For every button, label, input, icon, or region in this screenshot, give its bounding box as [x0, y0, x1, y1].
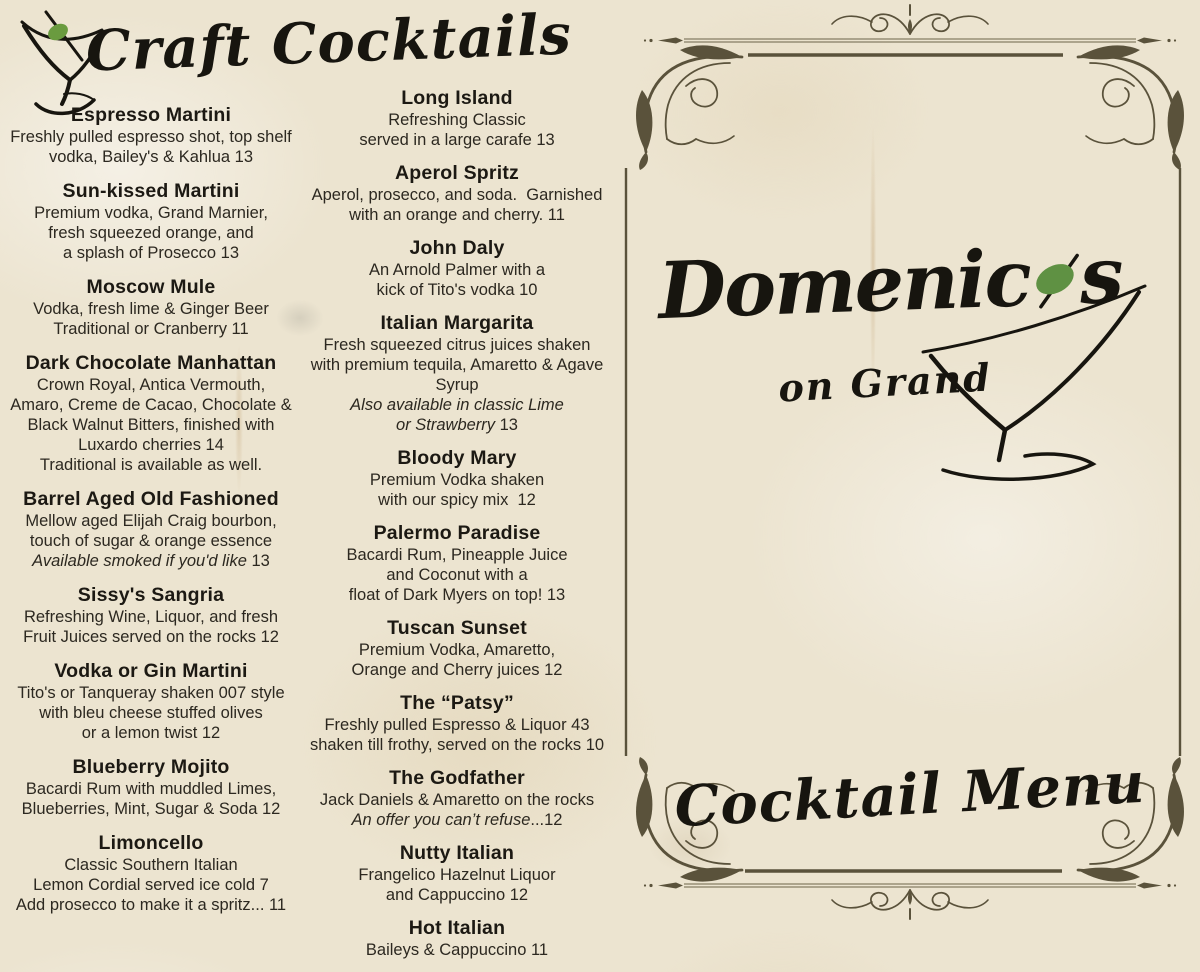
item-description-line: Refreshing Wine, Liquor, and fresh [23, 608, 279, 626]
menu-item [2, 180, 300, 263]
item-description-line: Vodka, fresh lime & Ginger Beer [33, 300, 269, 318]
item-name: Moscow Mule [86, 276, 216, 298]
item-description-line: Black Walnut Bitters, finished with [27, 416, 275, 434]
item-name: Tuscan Sunset [387, 617, 527, 639]
item-name: Sun-kissed Martini [62, 180, 240, 202]
item-description-line: float of Dark Myers on top! 13 [348, 586, 566, 604]
item-name: Limoncello [98, 832, 204, 854]
item-description-line: Blueberries, Mint, Sugar & Soda 12 [21, 800, 281, 818]
menu-item [298, 767, 616, 830]
item-description-line: Refreshing Classic [388, 111, 526, 129]
item-description-line: with premium tequila, Amaretto & Agave [310, 356, 604, 374]
item-name: Palermo Paradise [373, 522, 541, 544]
item-description-line: Freshly pulled espresso shot, top shelf [10, 128, 292, 146]
item-description-line: with bleu cheese stuffed olives [39, 704, 263, 722]
item-description-line: with our spicy mix 12 [378, 491, 536, 509]
cocktail-menu-title: Cocktail Menu [673, 749, 1147, 841]
menu-item [2, 756, 300, 819]
item-description-line: Aperol, prosecco, and soda. Garnished [311, 186, 603, 204]
menu-item [2, 584, 300, 647]
menu-item [298, 917, 616, 960]
item-description-line: Amaro, Creme de Cacao, Chocolate & [10, 396, 292, 414]
item-description-line: An Arnold Palmer with a [368, 261, 546, 279]
item-name: The “Patsy” [400, 692, 514, 714]
item-description-line: Bacardi Rum with muddled Limes, [25, 780, 277, 798]
item-description-line: shaken till frothy, served on the rocks 10 [309, 736, 605, 754]
item-description-line: Tito's or Tanqueray shaken 007 style [17, 684, 285, 702]
item-name: Long Island [401, 87, 513, 109]
item-description-line: or Strawberry 13 [396, 416, 518, 434]
item-description-line: or a lemon twist 12 [81, 724, 221, 742]
item-description-line: touch of sugar & orange essence [29, 532, 273, 550]
menu-item [298, 522, 616, 605]
logo-text-suffix: s [1078, 229, 1124, 323]
menu-item [298, 237, 616, 300]
item-description-line: fresh squeezed orange, and [48, 224, 254, 242]
menu-item [298, 447, 616, 510]
item-description-line: Fruit Juices served on the rocks 12 [23, 628, 279, 646]
item-name: Italian Margarita [380, 312, 534, 334]
menu-item [298, 162, 616, 225]
item-description-line: Lemon Cordial served ice cold 7 [33, 876, 269, 894]
item-description-line: kick of Tito's vodka 10 [376, 281, 538, 299]
item-description-line: served in a large carafe 13 [359, 131, 555, 149]
item-description-line: Premium vodka, Grand Marnier, [34, 204, 268, 222]
item-name: Espresso Martini [70, 104, 232, 126]
menu-item [298, 617, 616, 680]
menu-item [2, 832, 300, 915]
item-name: Hot Italian [408, 917, 506, 939]
item-description-line: Premium Vodka shaken [369, 471, 545, 489]
item-description-line: Freshly pulled Espresso & Liquor 43 [324, 716, 590, 734]
item-description-line: Also available in classic Lime [350, 396, 564, 414]
item-name: Nutty Italian [399, 842, 515, 864]
item-description-line: Luxardo cherries 14 [78, 436, 224, 454]
item-description-line: Fresh squeezed citrus juices shaken [323, 336, 591, 354]
menu-item [298, 312, 616, 435]
logo-subtitle: on Grand [777, 354, 993, 411]
item-description-line: and Coconut with a [386, 566, 528, 584]
item-name: The Godfather [389, 767, 525, 789]
item-description-line: vodka, Bailey's & Kahlua 13 [48, 148, 254, 166]
menu-item [298, 87, 616, 150]
item-name: Dark Chocolate Manhattan [25, 352, 277, 374]
item-description-line: Add prosecco to make it a spritz... 11 [15, 896, 287, 914]
menu-item [298, 842, 616, 905]
left-column [2, 104, 300, 928]
item-name: Blueberry Mojito [72, 756, 230, 778]
item-name: Barrel Aged Old Fashioned [23, 488, 279, 510]
item-description-line: Baileys & Cappuccino 11 [365, 941, 549, 959]
item-description-line: Orange and Cherry juices 12 [351, 661, 563, 679]
logo-text-prefix: Domenic [656, 233, 1032, 338]
menu-item [2, 276, 300, 339]
item-description-line: Available smoked if you'd like 13 [32, 552, 270, 570]
item-description-line: Jack Daniels & Amaretto on the rocks [319, 791, 595, 809]
page-title: Craft Cocktails [84, 1, 573, 85]
item-description-line: Premium Vodka, Amaretto, [358, 641, 556, 659]
item-description-line: Syrup [435, 376, 479, 394]
item-description-line: Traditional is available as well. [39, 456, 263, 474]
item-name: Vodka or Gin Martini [54, 660, 248, 682]
item-name: Aperol Spritz [395, 162, 519, 184]
item-description-line: a splash of Prosecco 13 [62, 244, 240, 262]
item-name: John Daly [409, 237, 505, 259]
item-description-line: Bacardi Rum, Pineapple Juice [346, 546, 568, 564]
menu-item [2, 104, 300, 167]
menu-item [298, 692, 616, 755]
menu-item [2, 488, 300, 571]
item-name: Sissy's Sangria [77, 584, 225, 606]
item-name: Bloody Mary [397, 447, 517, 469]
item-description-line: Classic Southern Italian [64, 856, 238, 874]
menu-item [2, 352, 300, 475]
item-description-line: Frangelico Hazelnut Liquor [358, 866, 556, 884]
item-description-line: and Cappuccino 12 [385, 886, 529, 904]
item-description-line: Traditional or Cranberry 11 [53, 320, 249, 338]
item-description-line: with an orange and cherry. 11 [349, 206, 565, 224]
middle-column [298, 87, 616, 972]
item-description-line: Crown Royal, Antica Vermouth, [36, 376, 266, 394]
item-description-line: An offer you can’t refuse...12 [351, 811, 563, 829]
menu-item [2, 660, 300, 743]
item-description-line: Mellow aged Elijah Craig bourbon, [25, 512, 277, 530]
